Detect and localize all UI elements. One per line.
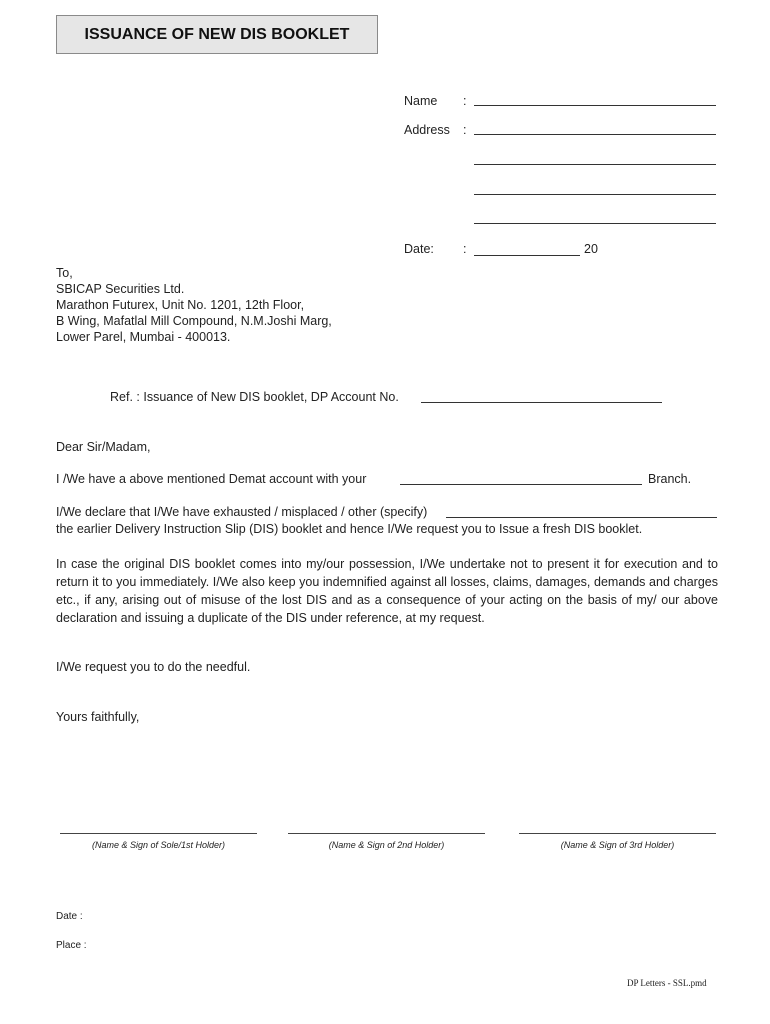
name-colon: : xyxy=(463,94,467,108)
bottom-date-label: Date : xyxy=(56,911,83,922)
address-field-line-2[interactable] xyxy=(474,164,716,165)
addressee-line: B Wing, Mafatlal Mill Compound, N.M.Joshi Marg, xyxy=(56,314,332,328)
addressee-line: Lower Parel, Mumbai - 400013. xyxy=(56,330,231,344)
name-label: Name xyxy=(404,94,438,108)
address-label: Address xyxy=(404,123,450,137)
signature-line-2[interactable] xyxy=(288,833,485,834)
form-title xyxy=(56,15,378,54)
paragraph-2-line-2: the earlier Delivery Instruction Slip (DIS) booklet and hence I/We request you to Issue a fresh DIS booklet. xyxy=(56,522,643,536)
closing: Yours faithfully, xyxy=(56,710,140,724)
salutation: Dear Sir/Madam, xyxy=(56,440,151,454)
dp-account-field-line[interactable] xyxy=(421,402,662,403)
address-colon: : xyxy=(463,123,467,137)
signature-caption-1: (Name & Sign of Sole/1st Holder) xyxy=(91,840,226,850)
address-field-line-4[interactable] xyxy=(474,223,716,224)
paragraph-2-start: I/We declare that I/We have exhausted / misplaced / other (specify) xyxy=(56,505,428,519)
bottom-place-label: Place : xyxy=(56,940,87,951)
paragraph-3: In case the original DIS booklet comes into my/our possession, I/We undertake not to present it for execution and to return it to you immediately. I/We also keep you indemnified against all losses, claims, damages, demands and charges etc., if any, arising out of misuse of the lost DIS and as a consequence of your acting on the basis of my/ our above declaration and issuing a duplicate of the DIS under reference, at my request. xyxy=(56,557,718,625)
name-field-line[interactable] xyxy=(474,105,716,106)
form-title-text: ISSUANCE OF NEW DIS BOOKLET xyxy=(84,25,350,43)
signature-caption-3: (Name & Sign of 3rd Holder) xyxy=(560,840,675,850)
address-field-line-1[interactable] xyxy=(474,134,716,135)
addressee-block xyxy=(56,265,332,345)
footer-file-name: DP Letters - SSL.pmd xyxy=(627,978,707,988)
date-field-line[interactable] xyxy=(474,255,580,256)
paragraph-1-start: I /We have a above mentioned Demat account with your xyxy=(56,472,367,486)
ref-text: Ref. : Issuance of New DIS booklet, DP Account No. xyxy=(110,390,399,404)
paragraph-1-end: Branch. xyxy=(648,472,692,486)
address-field-line-3[interactable] xyxy=(474,194,716,195)
addressee-line: Marathon Futurex, Unit No. 1201, 12th Floor, xyxy=(56,298,305,312)
specify-field-line[interactable] xyxy=(446,517,717,518)
signature-caption-2: (Name & Sign of 2nd Holder) xyxy=(328,840,445,850)
signature-line-3[interactable] xyxy=(519,833,716,834)
paragraph-4: I/We request you to do the needful. xyxy=(56,660,251,674)
date-label: Date: xyxy=(404,242,434,256)
addressee-line: SBICAP Securities Ltd. xyxy=(56,282,185,296)
signature-line-1[interactable] xyxy=(60,833,257,834)
date-year: 20 xyxy=(584,242,598,256)
date-colon: : xyxy=(463,242,467,256)
branch-field-line[interactable] xyxy=(400,484,642,485)
addressee-line: To, xyxy=(56,266,73,280)
